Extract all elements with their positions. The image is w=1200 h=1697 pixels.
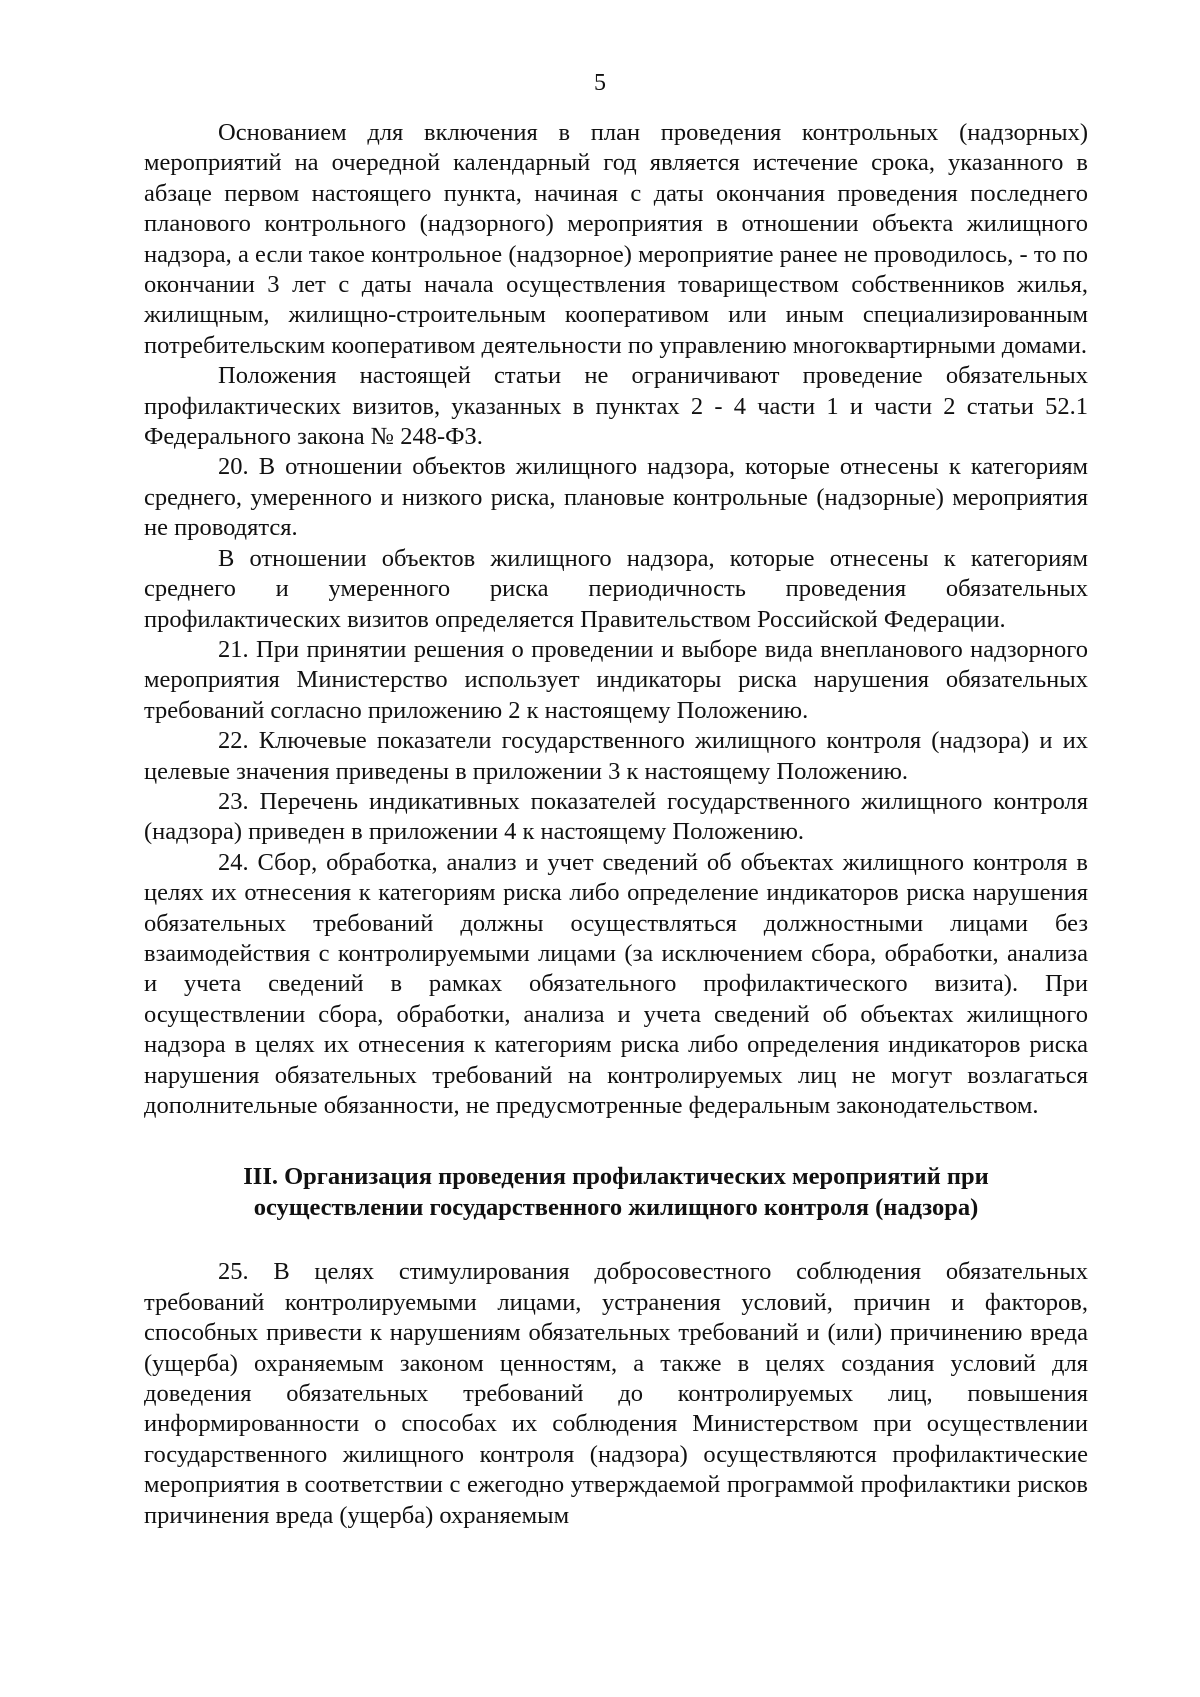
paragraph-visit-periodicity: В отношении объектов жилищного надзора, которые отнесены к категориям среднего и умеренного риска периодичность проведения обязательных профилактических визитов определяется Правительством Российской Федерации. <box>144 544 1088 633</box>
paragraph-item-20: 20. В отношении объектов жилищного надзора, которые отнесены к категориям среднего, умеренного и низкого риска, плановые контрольные (надзорные) мероприятия не проводятся. <box>144 453 1088 542</box>
paragraph-item-25: 25. В целях стимулирования добросовестного соблюдения обязательных требований контролируемыми лицами, устранения условий, причин и факторов, способных привести к нарушениям обязательных требований и (или) причинению вреда (ущерба) охраняемым законом ценностям, а также в целях создания условий для доведения обязательных требований до контролируемых лиц, повышения информированности о способах их соблюдения Министерством при осуществлении государственного жилищного контроля (надзора) осуществляются профилактические мероприятия в соответствии с ежегодно утверждаемой программой профилактики рисков причинения вреда (ущерба) охраняемым <box>144 1258 1088 1529</box>
section-heading-line-1: III. Организация проведения профилактических мероприятий при <box>243 1163 989 1191</box>
paragraph-item-22: 22. Ключевые показатели государственного жилищного контроля (надзора) и их целевые значения приведены в приложении 3 к настоящему Положению. <box>144 727 1088 785</box>
section-heading-line-2: осуществлении государственного жилищного контроля (надзора) <box>253 1194 979 1222</box>
document-body <box>144 118 1088 1531</box>
paragraph-inclusion-basis: Основанием для включения в план проведения контрольных (надзорных) мероприятий на очередной календарный год является истечение срока, указанного в абзаце первом настоящего пункта, начиная с даты окончания проведения последнего планового контрольного (надзорного) мероприятия в отношении объекта жилищного надзора, а если такое контрольное (надзорное) мероприятие ранее не проводилось, - то по окончании 3 лет с даты начала осуществления товариществом собственников жилья, жилищным, жилищно-строительным кооперативом или иным специализированным потребительским кооперативом деятельности по управлению многоквартирными домами. <box>144 119 1088 359</box>
paragraph-item-21: 21. При принятии решения о проведении и выборе вида внепланового надзорного мероприятия Министерство использует индикаторы риска нарушения обязательных требований согласно приложению 2 к настоящему Положению. <box>144 635 1088 724</box>
paragraph-item-24: 24. Сбор, обработка, анализ и учет сведений об объектах жилищного контроля в целях их отнесения к категориям риска либо определение индикаторов риска нарушения обязательных требований должны осуществляться должностными лицами без взаимодействия с контролируемыми лицами (за исключением сбора, обработки, анализа и учета сведений в рамках обязательного профилактического визита). При осуществлении сбора, обработки, анализа и учета сведений об объектах жилищного надзора в целях их отнесения к категориям риска либо определения индикаторов риска нарушения обязательных требований на контролируемых лиц не могут возлагаться дополнительные обязанности, не предусмотренные федеральным законодательством. <box>144 848 1088 1119</box>
paragraph-item-23: 23. Перечень индикативных показателей государственного жилищного контроля (надзора) приведен в приложении 4 к настоящему Положению. <box>144 787 1088 846</box>
page-number: 5 <box>594 70 606 96</box>
paragraph-preventive-visits: Положения настоящей статьи не ограничивают проведение обязательных профилактических визитов, указанных в пунктах 2 - 4 части 1 и части 2 статьи 52.1 Федерального закона № 248-ФЗ. <box>144 362 1088 451</box>
section-heading <box>144 1161 1088 1223</box>
